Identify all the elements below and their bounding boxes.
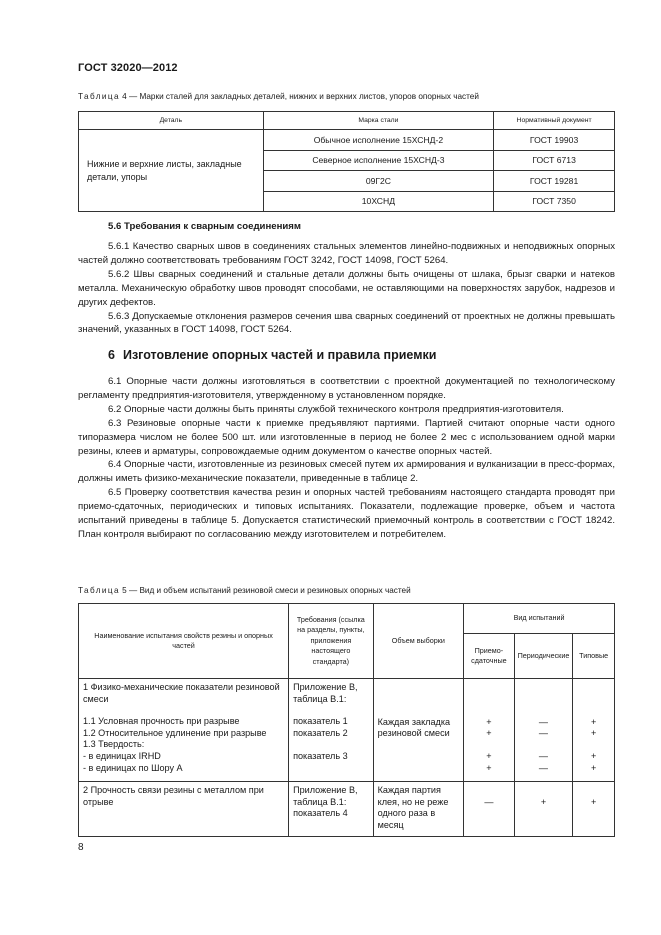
section-6-body — [78, 375, 615, 542]
table5-caption: Таблица 5 — Вид и объем испытаний резиновой смеси и резиновых опорных частей — [78, 586, 411, 595]
mark: + — [486, 751, 492, 762]
table-header-row — [79, 112, 615, 130]
paragraph: 6.4 Опорные части, изготовленные из резиновых смесей путем их армирования и вулканизации в пресс-формах, должны иметь физико-механические показатели, приведенные в таблице 2. — [78, 459, 615, 485]
paragraph: 5.6.1 Качество сварных швов в соединениях стальных элементов линейно-подвижных и неподвижных опорных частей должно соответствовать требованиям ГОСТ 3242, ГОСТ 14098, ГОСТ 5264. — [78, 241, 615, 266]
mark: + — [591, 728, 597, 739]
periodic-cell: + — [514, 782, 573, 837]
table-row — [79, 782, 615, 837]
test-item: 1.3 Твердость: — [83, 739, 145, 750]
mark: + — [591, 716, 597, 727]
test-name-cell: 2 Прочность связи резины с металлом при отрыве — [79, 782, 289, 837]
col-header-requirements: Требования (ссылка на разделы, пункты, приложения настоящего стандарта) — [289, 604, 374, 679]
section-5-6-body — [78, 240, 615, 337]
page-number: 8 — [78, 842, 84, 853]
paragraph: 6.3 Резиновые опорные части к приемке предъявляют партиями. Партией считают опорные части одного типоразмера числом не более 500 шт. или изготовленные в период не более 2 мес с использованием одной марки резины, клеев и арматуры, сопровождаемые одним документом о качестве опорных частей. — [78, 417, 615, 457]
mark: + — [486, 716, 492, 727]
col-header-periodic: Периодические — [514, 634, 573, 679]
col-header-test-kind: Вид испытаний — [464, 604, 615, 634]
test-item: 1.2 Относительное удлинение при разрыве — [83, 727, 267, 738]
test-item: 1.1 Условная прочность при разрыве — [83, 716, 240, 727]
mark: + — [486, 762, 492, 773]
test-item: - в единицах IRHD — [83, 750, 161, 761]
table-row — [79, 679, 615, 782]
col-header-acceptance: Приемо-сдаточные — [464, 634, 514, 679]
mark: — — [538, 728, 549, 739]
document-header: ГОСТ 32020—2012 — [78, 62, 178, 74]
col-header-volume: Объем выборки — [373, 604, 464, 679]
mark — [519, 740, 569, 752]
doc-cell: ГОСТ 19281 — [494, 171, 615, 192]
reference-item: показатель 3 — [293, 750, 348, 761]
requirements-cell — [289, 679, 374, 782]
col-header-name: Наименование испытания свойств резины и опорных частей — [79, 604, 289, 679]
mark: + — [591, 751, 597, 762]
paragraph: 6.5 Проверку соответствия качества резин и опорных частей требованиям настоящего стандарта проводят при приемо-сдаточных, периодических и типовых испытаниях. Показатели, подлежащие проверке, объем и частота испытаний приведены в таблице 5. Допускается статистический приемочный контроль в соответствии с ГОСТ 18242. План контроля выбирают по согласованию между изготовителем и потребителем. — [78, 487, 615, 540]
paragraph: 5.6.3 Допускаемые отклонения размеров сечения шва сварных соединений от проектных не должны превышать значений, указанных в ГОСТ 14098, ГОСТ 5264. — [78, 310, 615, 336]
volume-text: Каждая закладка резиновой смеси — [377, 716, 451, 739]
grade-cell: 10ХСНД — [263, 191, 494, 212]
mark: + — [486, 728, 492, 739]
mark — [577, 740, 610, 752]
reference-item — [293, 763, 369, 775]
mark: — — [538, 716, 549, 727]
reference-text: Приложение В, таблица В.1: — [293, 682, 358, 704]
reference-item: показатель 1 — [293, 716, 348, 727]
mark — [468, 740, 509, 752]
doc-cell: ГОСТ 7350 — [494, 191, 615, 212]
section-6-heading: 6 Изготовление опорных частей и правила приемки — [108, 348, 437, 362]
type-cell: + — [573, 782, 615, 837]
reference-item — [293, 739, 369, 751]
acceptance-cell — [464, 679, 514, 782]
paragraph: 6.2 Опорные части должны быть приняты службой технического контроля предприятия-изготовителя. — [108, 403, 564, 415]
volume-cell — [373, 679, 464, 782]
table5-tests — [78, 603, 615, 837]
doc-cell: ГОСТ 19903 — [494, 130, 615, 151]
col-header-grade: Марка стали — [263, 112, 494, 130]
detail-cell: Нижние и верхние листы, закладные детали, упоры — [79, 130, 264, 212]
test-name-cell — [79, 679, 289, 782]
col-header-type: Типовые — [573, 634, 615, 679]
periodic-cell — [514, 679, 573, 782]
paragraph: 5.6.2 Швы сварных соединений и стальные детали должны быть очищены от шлака, брызг сварки и натеков металла. Механическую обработку швов проводят способами, не оставляющими на поверхностях зарубок, надрезов и других дефектов. — [78, 268, 615, 308]
grade-cell: Северное исполнение 15ХСНД-3 — [263, 150, 494, 171]
volume-cell: Каждая партия клея, но не реже одного раза в месяц — [373, 782, 464, 837]
paragraph: 6.1 Опорные части должны изготовляться в соответствии с проектной документацией по технологическому регламенту предприятия-изготовителя, утвержденному в установленном порядке. — [78, 376, 615, 401]
section-5-6-heading: 5.6 Требования к сварным соединениям — [108, 221, 301, 232]
test-item: - в единицах по Шору А — [83, 762, 183, 773]
col-header-detail: Деталь — [79, 112, 264, 130]
table4-caption: Таблица 4 — Марки сталей для закладных деталей, нижних и верхних листов, упоров опорных частей — [78, 92, 479, 101]
requirements-cell: Приложение В, таблица В.1: показатель 4 — [289, 782, 374, 837]
acceptance-cell: — — [464, 782, 514, 837]
test-group-title: 1 Физико-механические показатели резиновой смеси — [83, 682, 280, 704]
mark: — — [538, 762, 549, 773]
reference-item: показатель 2 — [293, 727, 348, 738]
grade-cell: 09Г2С — [263, 171, 494, 192]
table-header-row — [79, 604, 615, 634]
grade-cell: Обычное исполнение 15ХСНД-2 — [263, 130, 494, 151]
type-cell — [573, 679, 615, 782]
col-header-document: Нормативный документ — [494, 112, 615, 130]
mark: + — [591, 762, 597, 773]
mark: — — [538, 751, 549, 762]
doc-cell: ГОСТ 6713 — [494, 150, 615, 171]
table-row — [79, 130, 615, 151]
table4-steel-grades — [78, 111, 615, 212]
